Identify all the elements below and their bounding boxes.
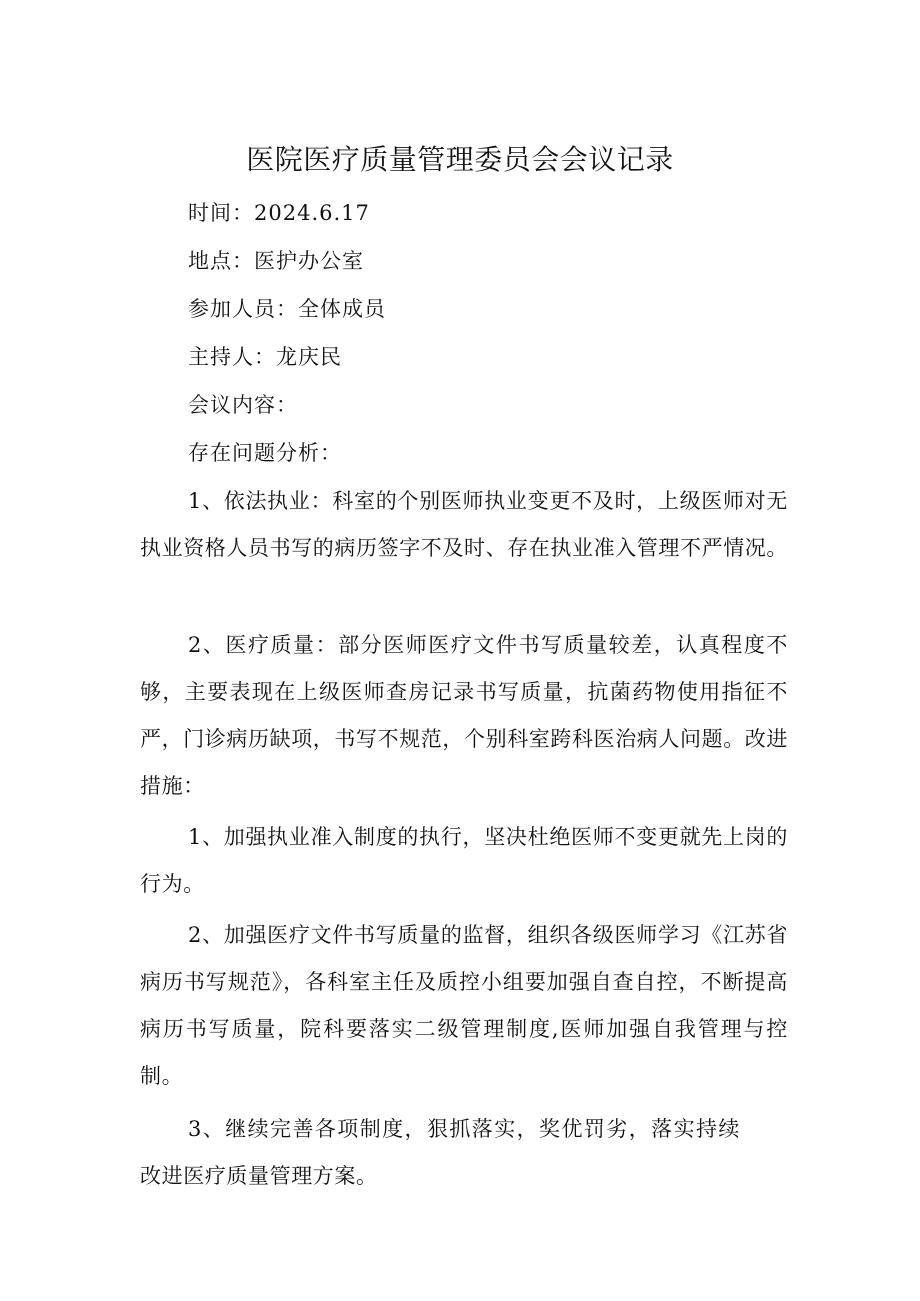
meeting-attendees: 参加人员：全体成员	[188, 297, 386, 321]
meeting-time: 时间：2024.6.17	[188, 201, 370, 225]
paragraph-medical-quality: 2、医疗质量：部分医师医疗文件书写质量较差，认真程度不够，主要表现在上级医师查房记录书写质量，抗菌药物使用指征不严，门诊病历缺项，书写不规范，个别科室跨科医治病人问题。改进措施：	[140, 633, 788, 798]
paragraph-measure-2: 2、加强医疗文件书写质量的监督，组织各级医师学习《江苏省病历书写规范》，各科室主任及质控小组要加强自查自控，不断提高病历书写质量，院科要落实二级管理制度,医师加强自我管理与控制。	[140, 923, 788, 1088]
paragraph-measure-1: 1、加强执业准入制度的执行，坚决杜绝医师不变更就先上岗的行为。	[140, 825, 788, 896]
paragraph-measure-3: 3、继续完善各项制度，狠抓落实，奖优罚劣，落实持续改进医疗质量管理方案。	[140, 1117, 740, 1188]
problem-analysis-label: 存在问题分析：	[188, 441, 342, 465]
document-title: 医院医疗质量管理委员会会议记录	[246, 143, 674, 176]
meeting-content-label: 会议内容：	[188, 393, 298, 417]
meeting-place: 地点：医护办公室	[188, 249, 364, 273]
meeting-host: 主持人：龙庆民	[188, 345, 342, 369]
paragraph-legal-practice: 1、依法执业：科室的个别医师执业变更不及时，上级医师对无执业资格人员书写的病历签字不及时、存在执业准入管理不严情况。	[140, 489, 788, 560]
